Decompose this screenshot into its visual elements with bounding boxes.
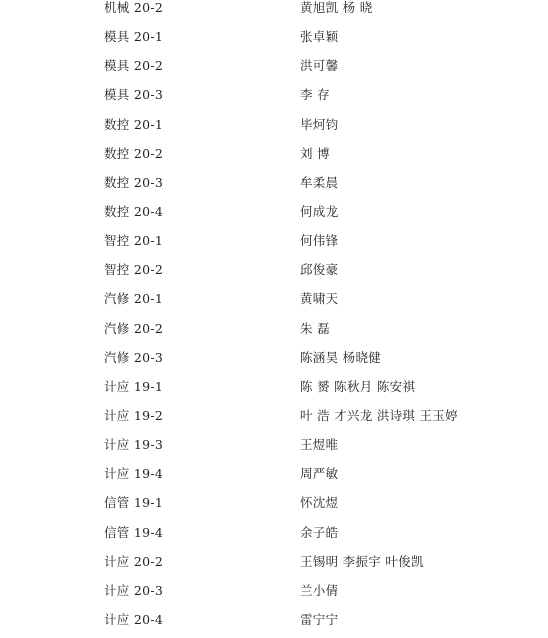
student-names: 何伟锋 xyxy=(300,233,339,249)
student-names: 何成龙 xyxy=(300,203,339,219)
student-names: 王锡明 李振宇 叶俊凯 xyxy=(300,553,424,569)
student-names: 陈 赟 陈秋月 陈安祺 xyxy=(300,378,416,394)
student-names: 牟柔晨 xyxy=(300,174,339,190)
list-row xyxy=(0,401,548,430)
class-name: 数控 20-1 xyxy=(104,116,164,132)
list-row xyxy=(0,430,548,459)
list-row xyxy=(0,343,548,372)
list-row xyxy=(0,284,548,313)
list-row xyxy=(0,518,548,547)
class-name: 汽修 20-2 xyxy=(104,320,164,336)
class-name: 计应 19-4 xyxy=(104,466,164,482)
list-row xyxy=(0,22,548,51)
list-row xyxy=(0,139,548,168)
list-row xyxy=(0,168,548,197)
student-names: 朱 磊 xyxy=(300,320,330,336)
class-name: 数控 20-2 xyxy=(104,145,164,161)
class-name: 数控 20-4 xyxy=(104,203,164,219)
list-row xyxy=(0,255,548,284)
student-names: 怀沈煜 xyxy=(300,495,339,511)
class-name: 数控 20-3 xyxy=(104,174,164,190)
class-name: 计应 19-2 xyxy=(104,407,164,423)
student-names: 陈涵昊 杨晓健 xyxy=(300,349,382,365)
class-name: 汽修 20-3 xyxy=(104,349,164,365)
class-name: 计应 20-4 xyxy=(104,611,164,627)
student-names: 叶 浩 才兴龙 洪诗琪 王玉婷 xyxy=(300,407,458,423)
class-name: 计应 20-2 xyxy=(104,553,164,569)
list-row xyxy=(0,576,548,605)
list-row xyxy=(0,0,548,22)
list-row xyxy=(0,547,548,576)
list-row xyxy=(0,314,548,343)
student-names: 黄啸天 xyxy=(300,291,339,307)
class-name: 信管 19-4 xyxy=(104,524,164,540)
class-name: 计应 19-1 xyxy=(104,378,164,394)
list-row xyxy=(0,459,548,488)
list-row xyxy=(0,110,548,139)
list-row xyxy=(0,372,548,401)
class-name: 计应 20-3 xyxy=(104,582,164,598)
student-names: 兰小倩 xyxy=(300,582,339,598)
class-name: 汽修 20-1 xyxy=(104,291,164,307)
student-names: 余子皓 xyxy=(300,524,339,540)
student-names: 黄旭凯 杨 晓 xyxy=(300,0,373,15)
student-names: 洪可馨 xyxy=(300,58,339,74)
student-names: 刘 博 xyxy=(300,145,330,161)
student-names: 毕炣钧 xyxy=(300,116,339,132)
list-row xyxy=(0,605,548,634)
list-row xyxy=(0,488,548,517)
student-names: 王煜唯 xyxy=(300,437,339,453)
student-names: 邱俊豪 xyxy=(300,262,339,278)
class-name: 机械 20-2 xyxy=(104,0,164,15)
list-row xyxy=(0,226,548,255)
class-name: 模具 20-2 xyxy=(104,58,164,74)
list-row xyxy=(0,51,548,80)
class-name: 模具 20-3 xyxy=(104,87,164,103)
list-row xyxy=(0,197,548,226)
class-name: 模具 20-1 xyxy=(104,29,164,45)
list-row xyxy=(0,80,548,109)
student-names: 张卓颖 xyxy=(300,29,339,45)
class-name: 智控 20-2 xyxy=(104,262,164,278)
class-name: 智控 20-1 xyxy=(104,233,164,249)
class-name: 计应 19-3 xyxy=(104,437,164,453)
class-name: 信管 19-1 xyxy=(104,495,164,511)
student-names: 雷宁宁 xyxy=(300,611,339,627)
student-names: 李 存 xyxy=(300,87,330,103)
student-names: 周严敏 xyxy=(300,466,339,482)
